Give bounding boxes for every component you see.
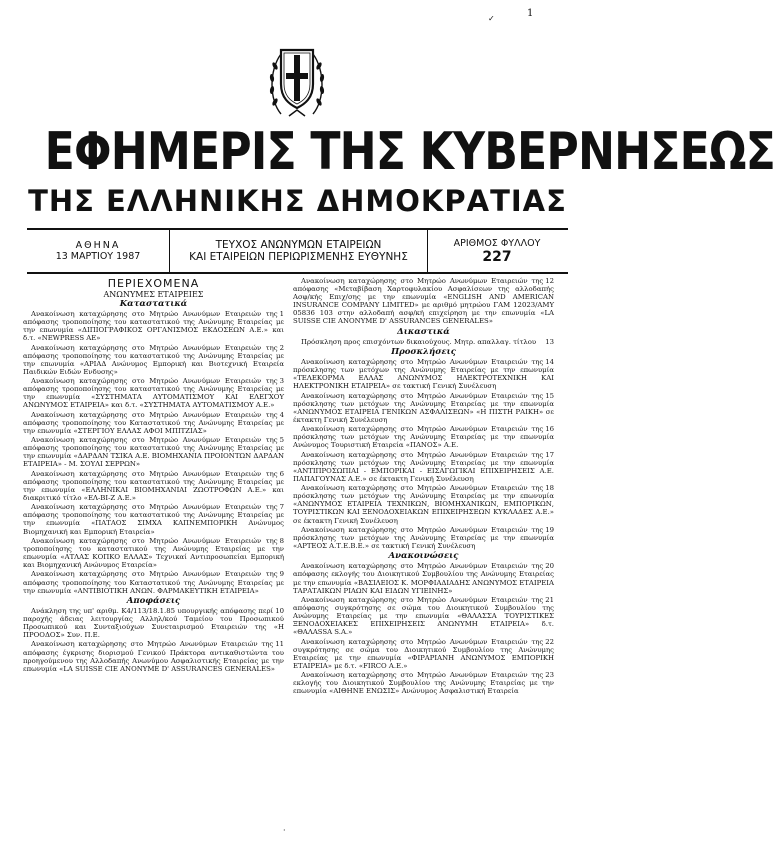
entry-page-number: 4 bbox=[279, 410, 284, 419]
section-heading: Προσκλήσεις bbox=[391, 347, 456, 358]
entry-page-number: 23 bbox=[545, 671, 554, 680]
entry-page-number: 14 bbox=[545, 358, 554, 367]
entry-text: Ανακοίνωση καταχώρησης στο Μητρώο Ανωνύμων Εταιρειών της απόφασης τροποποίησης του Καταστατικού της Ανώνυμης Εταιρείας με την επωνυμία «ΑΝΤΙΒΙΟΤΙΚΗ ΑΝΩΝ. ΦΑΡΜΑΚΕΥΤΙΚΗ ΕΤΑΙΡΕΙΑ» bbox=[23, 570, 284, 595]
coat-of-arms-emblem bbox=[267, 40, 327, 122]
entry-page-number: 20 bbox=[545, 562, 554, 571]
contents-entry bbox=[293, 638, 554, 670]
entry-page-number: 9 bbox=[279, 570, 284, 579]
entry-page-number: 16 bbox=[545, 425, 554, 434]
contents-entry bbox=[23, 436, 284, 468]
entry-text: Ανακοίνωση καταχώρησης στο Μητρώο Ανωνύμων Εταιρειών της πρόσκλησης των μετόχων της Ανώνυμης Εταιρείας με την επωνυμία «ΑΡΤΕΟΣ Α.Τ.Ε.Β.Ε.» σε τακτική Γενική Συνέλευση bbox=[293, 525, 554, 551]
entry-page-number: 18 bbox=[545, 484, 554, 493]
entry-page-number: 1 bbox=[279, 310, 284, 318]
contents-entry bbox=[23, 607, 284, 639]
section-heading: Δικαστικά bbox=[397, 326, 450, 337]
entry-page-number: 21 bbox=[545, 595, 554, 604]
entry-page-number: 22 bbox=[545, 637, 554, 646]
contents-entry bbox=[293, 425, 554, 449]
entry-text: Ανακοίνωση καταχώρησης στο Μητρώο Ανωνύμων Εταιρειών της πρόσκλησης των μετόχων της Ανώνυμης Εταιρείας με την επωνυμία Ανώνυμος Τουριστική Εταιρεία «ΠΑΝΟΣ» Α.Ε. bbox=[293, 425, 554, 450]
entry-text: Ανακοίνωση καταχώρησης στο Μητρώο Ανωνύμων Εταιρειών της πρόσκλησης των μετόχων της Ανώνυμης Εταιρείας με την επωνυμία «ΑΝΩΝΥΜΟΣ ΕΤΑΙΡΕΙΑ ΤΕΧΝΙΚΩΝ, ΒΙΟΜΗΧΑΝΙΚΩΝ, ΕΜΠΟΡΙΚΩΝ, ΤΟΥΡΙΣΤΙΚΩΝ ΚΑΙ ΞΕΝΟΔΟΧΕΙΑΚΩΝ ΕΠΙΧΕΙΡΗΣΕΩΝ ΚΥΚΛΑΔΕΣ Α.Ε.» σε έκτακτη Γενική Συνέλευση bbox=[293, 484, 554, 525]
entry-text: Ανακοίνωση καταχώρησης στο Μητρώο Ανωνύμων Εταιρειών της απόφασης τροποποίησης του Καταστατικού της Ανώνυμης Εταιρείας με την επωνυμία «ΣΤΕΡΓΙΟΥ ΕΛΛΑΣ ΑΦΟΙ ΜΠΙΤΖΙΑΣ» bbox=[23, 410, 284, 435]
section-heading: Καταστατικά bbox=[119, 299, 188, 309]
gazette-subtitle: ΤΗΣ ΕΛΛΗΝΙΚΗΣ ΔΗΜΟΚΡΑΤΙΑΣ bbox=[28, 184, 567, 218]
contents-entry bbox=[293, 338, 554, 346]
entry-page-number: 6 bbox=[279, 469, 284, 478]
contents-title: ΠΕΡΙΕΧΟΜΕΝΑ bbox=[107, 277, 200, 290]
contents-entry bbox=[23, 640, 284, 672]
sheet-number: 227 bbox=[482, 248, 512, 265]
entry-page-number: 17 bbox=[545, 450, 554, 459]
entry-page-number: 7 bbox=[279, 503, 284, 512]
entry-text: Ανακοίνωση καταχώρησης στο Μητρώο Ανωνύμων Εταιρειών της απόφασης τροποποίησης του καταστατικού της Ανώνυμης Εταιρείας με την επωνυμία «ΑΡΙΑΔ Ανώνυμος Εμπορική και Βιοτεχνική Εταιρεία Παιδικών Ειδών Ενδυσης» bbox=[23, 343, 284, 376]
entry-page-number: 10 bbox=[275, 606, 284, 615]
contents-entry bbox=[23, 537, 284, 569]
entry-text: Ανακοίνωση καταχώρησης στο Μητρώο Ανωνύμων Εταιρειών της απόφασης τροποποίησης του καταστατικού της Ανώνυμης Εταιρείας με την επωνυμία «ΔΙΠΙΟΓΡΑΦΙΚΟΣ ΟΡΓΑΝΙΣΜΟΣ ΕΚΔΟΣΕΩΝ Α.Ε.» και δ.τ. «NEWPRESS AE» bbox=[23, 310, 284, 343]
contents-entry bbox=[293, 562, 554, 594]
entry-page-number: 8 bbox=[279, 536, 284, 545]
contents-subtitle: ΑΝΩΝΥΜΕΣ ΕΤΑΙΡΕΙΕΣ bbox=[103, 290, 204, 299]
ink-dot: · bbox=[283, 826, 286, 835]
issue-city: ΑΘΗΝΑ bbox=[75, 240, 121, 251]
page-mark: 1 bbox=[527, 8, 534, 19]
contents-entry bbox=[293, 358, 554, 390]
entry-page-number: 11 bbox=[275, 640, 284, 649]
entry-page-number: 3 bbox=[279, 377, 284, 386]
sheet-label: ΑΡΙΘΜΟΣ ΦΥΛΛΟΥ bbox=[453, 237, 541, 249]
entry-text: Ανακοίνωση καταχώρησης στο Μητρώο Ανωνύμων Εταιρειών της πρόσκλησης των μετόχων της Ανώνυμης Εταιρείας με την επωνυμία «ΤΕΛΕΚΟΡΜΑ ΕΛΛΑΣ ΑΝΩΝΥΜΟΣ ΗΛΕΚΤΡΟΤΕΧΝΙΚΗ ΚΑΙ ΗΛΕΚΤΡΟΝΙΚΗ ΕΤΑΙΡΕΙΑ» σε τακτική Γενική Συνέλευση bbox=[293, 358, 554, 391]
entry-text: Ανακοίνωση καταχώρησης στο Μητρώο Ανωνύμων Εταιρειών της πρόσκλησης των μετόχων της Ανώνυμης Εταιρείας με την επωνυμία «ΑΝΩΝΥΜΟΣ ΕΤΑΙΡΕΙΑ ΓΕΝΙΚΩΝ ΑΣΦΑΛΙΣΕΩΝ» «Η ΠΙΣΤΗ ΡΑΙΚΗ» σε έκτακτη Γενική Συνέλευση bbox=[293, 391, 554, 424]
entry-text: Ανάκληση της υπ' αριθμ. Κ4/113/18.1.85 υπουργικής απόφασης περί παροχής άδειας λειτουργίας Αλληλ/κού Ταμείου του Προσωπικού Προσωπικού και Συνταξιούχων Συνεταιρισμού Εταιρειών της «Η ΠΡΟΟΔΟΣ» Συν. Π.Ε. bbox=[23, 606, 284, 640]
contents-entry bbox=[293, 526, 554, 550]
issue-place-date bbox=[27, 230, 169, 272]
entry-page-number: 5 bbox=[279, 436, 284, 445]
entry-text: Ανακοίνωση καταχώρησης στο Μητρώο Ανωνύμων Εταιρειών της απόφασης τροποποίησης του καταστατικού της Ανώνυμης Εταιρείας με την επωνυμία «ΠΑΤΑΟΣ ΣΙΜΧΑ ΚΑΠΝΕΜΠΟΡΙΚΗ Ανώνυμος Βιομηχανική και Εμπορική Εταιρεία» bbox=[23, 503, 284, 536]
contents-entry bbox=[23, 310, 284, 342]
contents-entry bbox=[23, 344, 284, 376]
issue-sheet bbox=[426, 230, 568, 272]
issue-date: 13 ΜΑΡΤΙΟΥ 1987 bbox=[55, 251, 141, 262]
contents-entry bbox=[23, 570, 284, 594]
issue-series bbox=[169, 230, 428, 272]
entry-page-number: 13 bbox=[545, 337, 554, 346]
issue-series-line1: ΤΕΥΧΟΣ ΑΝΩΝΥΜΩΝ ΕΤΑΙΡΕΙΩΝ bbox=[215, 239, 382, 251]
section-heading: Αποφάσεις bbox=[126, 595, 181, 606]
entry-page-number: 19 bbox=[545, 525, 554, 534]
contents-entry bbox=[293, 596, 554, 636]
entry-text: Πρόσκληση προς επισχόντων δικαιούχους. Μητρ. απαλλαγ. τίτλου bbox=[301, 337, 537, 346]
entry-text: Ανακοίνωση καταχώρησης στο Μητρώο Ανωνύμων Εταιρειών της απόφασης τροποποίησης του καταστατικού της Ανώνυμης Εταιρείας με την επωνυμία «ΕΛΛΗΝΙΚΑΙ ΒΙΟΜΗΧΑΝΙΑΙ ΖΩΟΤΡΟΦΩΝ Α.Ε.» και διακριτικό τίτλο «ΕΛ-ΒΙ-Ζ Α.Ε.» bbox=[23, 469, 284, 502]
entry-text: Ανακοίνωση καταχώρησης στο Μητρώο Ανωνύμων Εταιρειών της απόφασης «Μεταβίβαση Χαρτοφυλακίου Ασφαλίσεων της αλλοδαπής Ασφ/κής Επιχ/σης με την επωνυμία «ENGLISH AND AMERICAN INSURANCE COMPANY LIMITED» με αριθμό μητρώου ΓΑΜ 12023/ΑΜΥ 05836 103 στην αλλοδαπή ασφ/κή επιχείρηση με την επωνυμία «LA SUISSE CIE ANONYME D' ASSURANCES GENERALES» bbox=[293, 277, 554, 326]
contents-left-column bbox=[23, 277, 284, 674]
entry-page-number: 2 bbox=[279, 343, 284, 352]
entry-text: Ανακοίνωση καταχώρησης στο Μητρώο Ανωνύμων Εταιρειών της τροποποίησης του καταστατικού της Ανώνυμης Εταιρείας με την επωνυμία «ΑΤΛΑΣ ΚΟΠΚΟ ΕΛΛΑΣ» Τεχνικαί Αντιπροσωπείαι Εμπορική και Βιομηχανική Ανώνυμος Εταιρεία» bbox=[23, 536, 284, 570]
entry-text: Ανακοίνωση καταχώρησης στο Μητρώο Ανωνύμων Εταιρειών της απόφασης εκλογής του Διοικητικού Συμβουλίου της Ανώνυμης Εταιρείας με την επωνυμία «ΒΑΣΙΛΕΙΟΣ Κ. ΜΟΡΦΙΑΔΙΑΔΗΣ ΑΝΩΝΥΜΟΣ ΕΤΑΙΡΕΙΑ ΤΑΡΑΤΑΙΚΩΝ ΡΙΑΩΝ ΚΑΙ ΕΙΔΩΝ ΥΓΙΕΙΝΗΣ» bbox=[293, 562, 554, 595]
entry-text: Ανακοίνωση καταχώρησης στο Μητρώο Ανωνύμων Εταιρειών της απόφασης έγκρισης διορισμού Γενικού Πράκτορα αντικαθιστώντα του προηγούμενου της Αλλοδαπής Ανωνύμου Ασφαλιστικής Εταιρείας με την επωνυμία «LA SUISSE CIE ANONYME D' ASSURANCES GENERALES» bbox=[23, 640, 284, 673]
issue-header bbox=[27, 228, 568, 274]
entry-text: Ανακοίνωση καταχώρησης στο Μητρώο Ανωνύμων Εταιρειών της απόφασης τροποποίησης του καταστατικού της Ανώνυμης Εταιρείας με την επωνυμία «ΣΥΣΤΗΜΑΤΑ ΑΥΤΟΜΑΤΙΣΜΟΥ ΚΑΙ ΕΛΕΓΧΟΥ ΑΝΩΝΥΜΟΣ ΕΤΑΙΡΕΙΑ» και δ.τ. «ΣΥΣΤΗΜΑΤΑ ΑΥΤΟΜΑΤΙΣΜΟΥ Α.Ε.» bbox=[23, 377, 284, 410]
contents-entry bbox=[293, 484, 554, 524]
contents-entry bbox=[23, 470, 284, 502]
contents-entry bbox=[293, 277, 554, 326]
issue-series-line2: ΚΑΙ ΕΤΑΙΡΕΙΩΝ ΠΕΡΙΩΡΙΣΜΕΝΗΣ ΕΥΘΥΝΗΣ bbox=[189, 251, 408, 263]
contents-entry bbox=[23, 411, 284, 435]
entry-text: Ανακοίνωση καταχώρησης στο Μητρώο Ανωνύμων Εταιρειών της απόφασης συγκρότησης σε σώμα του Διοικητικού Συμβουλίου της Ανώνυμης Εταιρείας με την επωνυμία «ΘΑΛΑΣΣΑ ΤΟΥΡΙΣΤΙΚΕΣ ΞΕΝΟΔΟΧΕΙΑΚΕΣ ΕΠΙΧΕΙΡΗΣΕΙΣ ΑΝΩΝΥΜΗ ΕΤΑΙΡΕΙΑ» δ.τ. «ΘΑΛΑSSA S.A.» bbox=[293, 595, 554, 637]
contents-entry bbox=[23, 503, 284, 535]
entry-text: Ανακοίνωση καταχώρησης στο Μητρώο Ανωνύμων Εταιρειών της συγκρότησης σε σώμα του Διοικητικού Συμβουλίου της Ανώνυμης Εταιρείας με την επωνυμία «ΦΙΡΑΡΙΑΝΗ ΑΝΩΝΥΜΟΣ ΕΜΠΟΡΙΚΗ ΕΤΑΙΡΕΙΑ» με δ.τ. «FIRCO Α.Ε.» bbox=[293, 637, 554, 670]
contents-entry bbox=[23, 377, 284, 409]
entry-text: Ανακοίνωση καταχώρησης στο Μητρώο Ανωνύμων Εταιρειών της εκλογής του Διοικητικού Συμβουλίου της Ανώνυμης Εταιρείας με την επωνυμία «ΑΙΘΗΝΕ ΕΝΩΣΙΣ» Ανώνυμος Ασφαλιστική Εταιρεία bbox=[293, 671, 554, 696]
contents-entry bbox=[293, 392, 554, 424]
entry-text: Ανακοίνωση καταχώρησης στο Μητρώο Ανωνύμων Εταιρειών της απόφασης τροποποίησης του καταστατικού της Ανώνυμης Εταιρείας με την επωνυμία «ΔΑΡΔΑΝ ΤΣΙΚΑ Α.Ε. ΒΙΟΜΗΧΑΝΙΑ ΠΡΟΙΟΝΤΩΝ ΔΑΡΔΑΝ ΕΤΑΙΡΕΙΑ» - Μ. ΣΟΥΛΙ ΣΕΡΡΩΝ» bbox=[23, 436, 284, 469]
entry-page-number: 12 bbox=[545, 277, 554, 285]
contents-entry bbox=[293, 451, 554, 483]
entry-text: Ανακοίνωση καταχώρησης στο Μητρώο Ανωνύμων Εταιρειών της πρόσκλησης των μετόχων της Ανώνυμης Εταιρείας με την επωνυμία «ΑΝΤΙΠΡΟΣΩΠΙΑΙ - ΕΜΠΟΡΙΚΑΙ - ΕΙΣΑΓΩΓΙΚΑΙ ΕΠΙΧΕΙΡΗΣΕΙΣ Α.Ε. ΠΑΠΑΓΟΥΝΑΣ Α.Ε.» σε έκτακτη Γενική Συνέλευση bbox=[293, 450, 554, 483]
section-heading: Ανακοινώσεις bbox=[388, 551, 459, 562]
contents-entry bbox=[293, 671, 554, 695]
gazette-title: ΕΦΗΜΕΡΙΣ ΤΗΣ ΚΥΒΕΡΝΗΣΕΩΣ bbox=[44, 122, 775, 182]
entry-page-number: 15 bbox=[545, 391, 554, 400]
contents-right-column bbox=[293, 277, 554, 697]
ink-mark: ✓ bbox=[488, 14, 495, 23]
